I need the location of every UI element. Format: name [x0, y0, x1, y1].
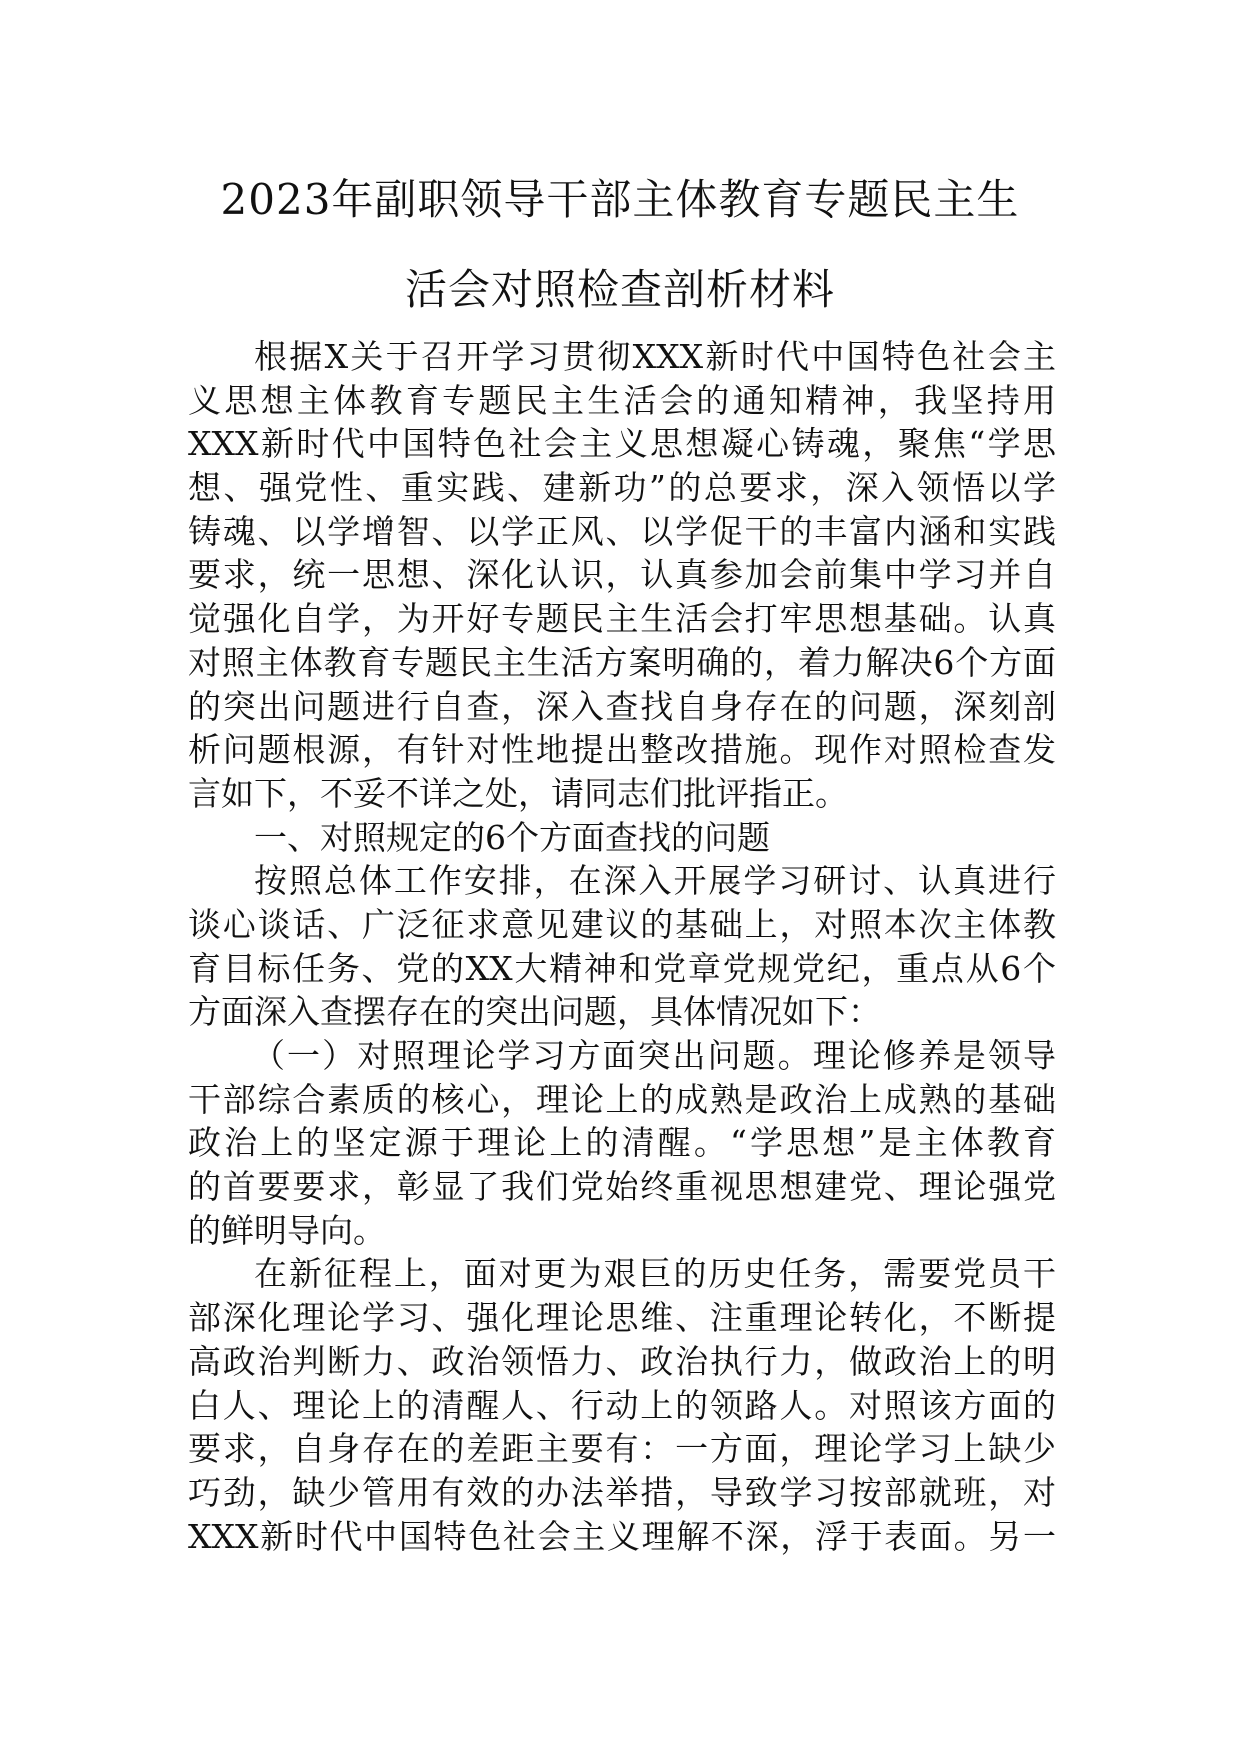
body-line: 谈心谈话、广泛征求意见建议的基础上，对照本次主体教 [188, 904, 1056, 944]
body-line: XXX新时代中国特色社会主义理解不深，浮于表面。另一 [188, 1516, 1056, 1556]
body-line: 在新征程上，面对更为艰巨的历史任务，需要党员干 [254, 1254, 1056, 1294]
body-line: 高政治判断力、政治领悟力、政治执行力，做政治上的明 [188, 1341, 1056, 1381]
body-line: 巧劲，缺少管用有效的办法举措，导致学习按部就班，对 [188, 1472, 1056, 1512]
body-line: 想、强党性、重实践、建新功”的总要求，深入领悟以学 [188, 468, 1056, 508]
body-line: 的首要要求，彰显了我们党始终重视思想建党、理论强党 [188, 1167, 1056, 1207]
section-heading: 一、对照规定的6个方面查找的问题 [254, 817, 770, 857]
document-title-line-2: 活会对照检查剖析材料 [404, 265, 835, 314]
body-line: 要求，统一思想、深化认识，认真参加会前集中学习并自 [188, 555, 1056, 595]
body-line: 部深化理论学习、强化理论思维、注重理论转化，不断提 [188, 1298, 1056, 1338]
body-line: 觉强化自学，为开好专题民主生活会打牢思想基础。认真 [188, 599, 1056, 639]
body-line: 铸魂、以学增智、以学正风、以学促干的丰富内涵和实践 [188, 511, 1056, 551]
body-line: 政治上的坚定源于理论上的清醒。“学思想”是主体教育 [188, 1123, 1056, 1163]
body-line: 析问题根源，有针对性地提出整改措施。现作对照检查发 [188, 730, 1056, 770]
body-line: 育目标任务、党的XX大精神和党章党规党纪，重点从6个 [188, 948, 1056, 988]
body-line: 的突出问题进行自查，深入查找自身存在的问题，深刻剖 [188, 686, 1056, 726]
body-line: 要求，自身存在的差距主要有：一方面，理论学习上缺少 [188, 1429, 1056, 1469]
body-line: 干部综合素质的核心，理论上的成熟是政治上成熟的基础 [188, 1079, 1056, 1119]
body-line: 义思想主体教育专题民主生活会的通知精神，我坚持用 [188, 380, 1056, 420]
body-line: 白人、理论上的清醒人、行动上的领路人。对照该方面的 [188, 1385, 1056, 1425]
body-line: 对照主体教育专题民主生活方案明确的，着力解决6个方面 [188, 642, 1056, 682]
subsection-line: （一）对照理论学习方面突出问题。理论修养是领导 [252, 1036, 1056, 1075]
body-line: 言如下，不妥不详之处，请同志们批评指正。 [188, 773, 848, 813]
body-line: 的鲜明导向。 [188, 1210, 386, 1250]
body-line: XXX新时代中国特色社会主义思想凝心铸魂，聚焦“学思 [188, 424, 1056, 464]
body-line: 按照总体工作安排，在深入开展学习研讨、认真进行 [254, 861, 1056, 901]
document-body [188, 335, 1056, 1558]
body-line: 根据X关于召开学习贯彻XXX新时代中国特色社会主 [254, 337, 1056, 376]
document-title-line-1: 2023年副职领导干部主体教育专题民主生 [220, 175, 1020, 224]
body-line: 方面深入查摆存在的突出问题，具体情况如下： [188, 992, 881, 1032]
